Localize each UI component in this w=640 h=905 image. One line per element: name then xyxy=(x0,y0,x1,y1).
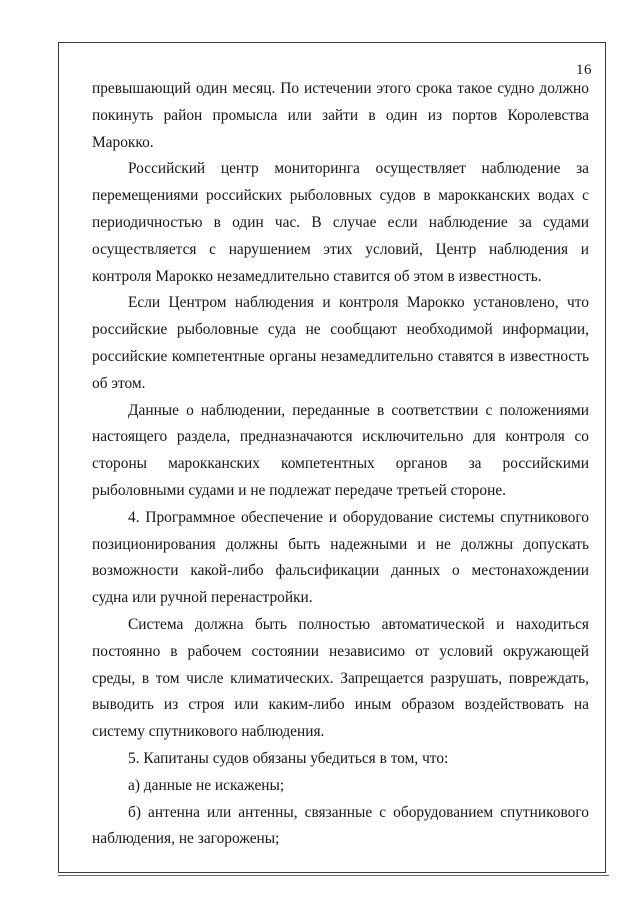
paragraph-monitoring-center: Российский центр мониторинга осуществляет наблюдение за перемещениями российских рыболовных судов в марокканских водах с периодичностью в один час. В случае если наблюдение за судами осуществляется с нарушением этих условий, Центр наблюдения и контроля Марокко незамедлительно ставится об этом в известность. xyxy=(92,160,589,285)
document-body xyxy=(92,76,589,853)
list-item-a: а) данные не искажены; xyxy=(128,776,285,794)
paragraph-item-5: 5. Капитаны судов обязаны убедиться в том, что: xyxy=(128,749,449,767)
list-item-b: б) антенна или антенны, связанные с оборудованием спутникового наблюдения, не загорожены; xyxy=(92,803,589,848)
page-number: 16 xyxy=(576,62,592,78)
paragraph-continuation: превышающий один месяц. По истечении этого срока такое судно должно покинуть район промысла или зайти в один из портов Королевства Марокко. xyxy=(92,80,589,151)
paragraph-no-information: Если Центром наблюдения и контроля Марокко установлено, что российские рыболовные суда не сообщают необходимой информации, российские компетентные органы незамедлительно ставятся в известность об этом. xyxy=(92,294,589,392)
paragraph-data-usage: Данные о наблюдении, переданные в соответствии с положениями настоящего раздела, предназначаются исключительно для контроля со стороны марокканских компетентных органов за российскими рыболовными судами и не подлежат передаче третьей стороне. xyxy=(92,401,589,499)
paragraph-item-4: 4. Программное обеспечение и оборудование системы спутникового позиционирования должны быть надежными и не должны допускать возможности какой-либо фальсификации данных о местонахождении судна или ручной перенастройки. xyxy=(92,508,589,607)
paragraph-system-automatic: Система должна быть полностью автоматической и находиться постоянно в рабочем состоянии независимо от условий окружающей среды, в том числе климатических. Запрещается разрушать, повреждать, выводить из строя или каким-либо иным образом воздействовать на систему спутникового наблюдения. xyxy=(92,615,589,741)
